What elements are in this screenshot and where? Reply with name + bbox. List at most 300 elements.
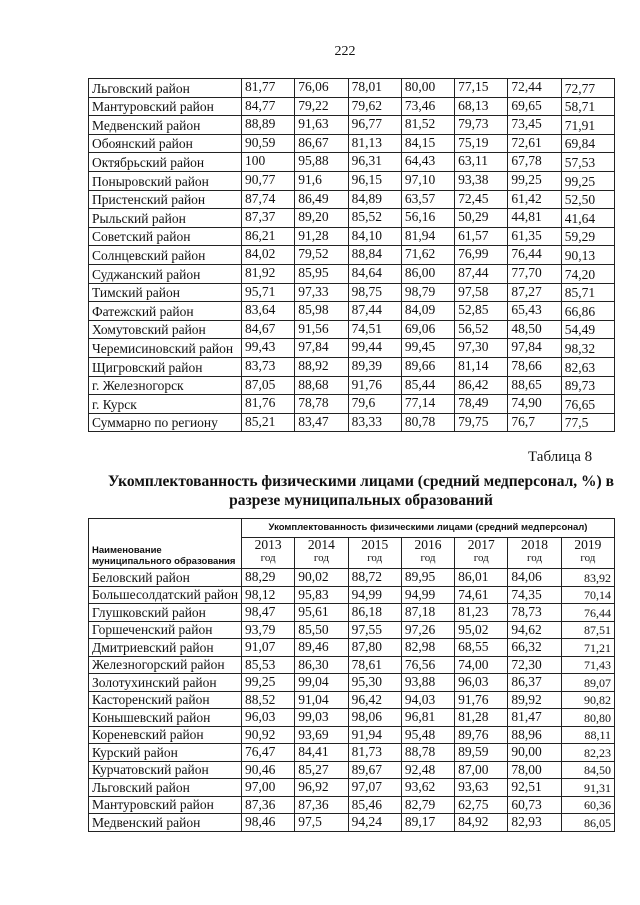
row-name: Поныровский район bbox=[89, 171, 242, 190]
cell-value: 87,00 bbox=[455, 761, 508, 779]
cell-value: 93,38 bbox=[455, 171, 508, 190]
table-row bbox=[89, 357, 615, 376]
cell-value: 48,50 bbox=[508, 320, 561, 339]
cell-value: 81,52 bbox=[401, 116, 454, 135]
cell-value: 77,5 bbox=[561, 413, 614, 432]
cell-value: 90,02 bbox=[295, 569, 348, 587]
cell-value: 76,65 bbox=[561, 395, 614, 414]
table-row bbox=[89, 814, 615, 832]
year-label: 2014 bbox=[307, 537, 335, 552]
year-unit: год bbox=[367, 552, 383, 564]
row-name: Медвенский район bbox=[89, 116, 242, 135]
cell-value: 94,99 bbox=[401, 586, 454, 604]
row-name: Рыльский район bbox=[89, 209, 242, 228]
cell-value: 97,58 bbox=[455, 283, 508, 302]
row-name: Солнцевский район bbox=[89, 246, 242, 265]
cell-value: 81,23 bbox=[455, 604, 508, 622]
cell-value: 87,36 bbox=[242, 796, 295, 814]
row-name: Курчатовский район bbox=[89, 761, 242, 779]
cell-value: 72,61 bbox=[508, 134, 561, 153]
cell-value: 89,59 bbox=[455, 744, 508, 762]
cell-value: 56,52 bbox=[455, 320, 508, 339]
row-name: Льговский район bbox=[89, 779, 242, 797]
cell-value: 88,92 bbox=[295, 357, 348, 376]
cell-value: 94,24 bbox=[348, 814, 401, 832]
cell-value: 78,73 bbox=[508, 604, 561, 622]
year-label: 2016 bbox=[414, 537, 442, 552]
cell-value: 81,73 bbox=[348, 744, 401, 762]
cell-value: 97,07 bbox=[348, 779, 401, 797]
cell-value: 80,00 bbox=[401, 79, 454, 98]
cell-value: 83,47 bbox=[295, 413, 348, 432]
cell-value: 67,78 bbox=[508, 153, 561, 172]
cell-value: 74,35 bbox=[508, 586, 561, 604]
cell-value: 86,00 bbox=[401, 264, 454, 283]
table-row bbox=[89, 171, 615, 190]
cell-value: 100 bbox=[242, 153, 295, 172]
cell-value: 77,14 bbox=[401, 395, 454, 414]
cell-value: 66,32 bbox=[508, 639, 561, 657]
cell-value: 97,84 bbox=[295, 339, 348, 358]
table-row bbox=[89, 779, 615, 797]
column-header-year bbox=[561, 538, 614, 569]
year-unit: год bbox=[580, 552, 596, 564]
cell-value: 91,56 bbox=[295, 320, 348, 339]
table-row bbox=[89, 153, 615, 172]
cell-value: 81,13 bbox=[348, 134, 401, 153]
table-row bbox=[89, 283, 615, 302]
cell-value: 86,18 bbox=[348, 604, 401, 622]
cell-value: 97,33 bbox=[295, 283, 348, 302]
cell-value: 96,77 bbox=[348, 116, 401, 135]
cell-value: 52,50 bbox=[561, 190, 614, 209]
cell-value: 89,76 bbox=[455, 726, 508, 744]
cell-value: 96,03 bbox=[242, 709, 295, 727]
cell-value: 91,07 bbox=[242, 639, 295, 657]
cell-value: 84,92 bbox=[455, 814, 508, 832]
column-header-year bbox=[401, 538, 454, 569]
cell-value: 79,73 bbox=[455, 116, 508, 135]
cell-value: 90,46 bbox=[242, 761, 295, 779]
cell-value: 81,76 bbox=[242, 395, 295, 414]
cell-value: 95,71 bbox=[242, 283, 295, 302]
cell-value: 98,46 bbox=[242, 814, 295, 832]
cell-value: 74,61 bbox=[455, 586, 508, 604]
row-name: Горшеченский район bbox=[89, 621, 242, 639]
cell-value: 88,65 bbox=[508, 376, 561, 395]
cell-value: 79,6 bbox=[348, 395, 401, 414]
cell-value: 97,26 bbox=[401, 621, 454, 639]
cell-value: 76,7 bbox=[508, 413, 561, 432]
cell-value: 76,06 bbox=[295, 79, 348, 98]
cell-value: 96,42 bbox=[348, 691, 401, 709]
cell-value: 94,62 bbox=[508, 621, 561, 639]
cell-value: 69,84 bbox=[561, 134, 614, 153]
cell-value: 52,85 bbox=[455, 302, 508, 321]
cell-value: 89,67 bbox=[348, 761, 401, 779]
cell-value: 71,62 bbox=[401, 246, 454, 265]
page-number: 222 bbox=[334, 44, 356, 59]
table-row bbox=[89, 134, 615, 153]
table-row bbox=[89, 639, 615, 657]
cell-value: 96,81 bbox=[401, 709, 454, 727]
cell-value: 88,89 bbox=[242, 116, 295, 135]
cell-value: 89,17 bbox=[401, 814, 454, 832]
cell-value: 73,45 bbox=[508, 116, 561, 135]
cell-value: 91,31 bbox=[561, 779, 614, 797]
cell-value: 79,52 bbox=[295, 246, 348, 265]
row-name: Мантуровский район bbox=[89, 796, 242, 814]
cell-value: 88,11 bbox=[561, 726, 614, 744]
cell-value: 75,19 bbox=[455, 134, 508, 153]
cell-value: 74,51 bbox=[348, 320, 401, 339]
cell-value: 94,03 bbox=[401, 691, 454, 709]
cell-value: 88,78 bbox=[401, 744, 454, 762]
year-label: 2015 bbox=[361, 537, 389, 552]
table-row bbox=[89, 395, 615, 414]
cell-value: 85,95 bbox=[295, 264, 348, 283]
cell-value: 74,90 bbox=[508, 395, 561, 414]
cell-value: 90,13 bbox=[561, 246, 614, 265]
cell-value: 80,80 bbox=[561, 709, 614, 727]
cell-value: 98,12 bbox=[242, 586, 295, 604]
row-name: Беловский район bbox=[89, 569, 242, 587]
cell-value: 86,67 bbox=[295, 134, 348, 153]
year-label: 2013 bbox=[254, 537, 282, 552]
cell-value: 93,63 bbox=[455, 779, 508, 797]
table-row bbox=[89, 586, 615, 604]
row-name: Тимский район bbox=[89, 283, 242, 302]
year-unit: год bbox=[473, 552, 489, 564]
cell-value: 91,94 bbox=[348, 726, 401, 744]
table-row bbox=[89, 320, 615, 339]
cell-value: 87,36 bbox=[295, 796, 348, 814]
cell-value: 71,43 bbox=[561, 656, 614, 674]
cell-value: 89,73 bbox=[561, 376, 614, 395]
cell-value: 87,05 bbox=[242, 376, 295, 395]
cell-value: 82,23 bbox=[561, 744, 614, 762]
cell-value: 95,48 bbox=[401, 726, 454, 744]
year-unit: год bbox=[527, 552, 543, 564]
cell-value: 65,43 bbox=[508, 302, 561, 321]
cell-value: 86,42 bbox=[455, 376, 508, 395]
cell-value: 83,64 bbox=[242, 302, 295, 321]
cell-value: 56,16 bbox=[401, 209, 454, 228]
cell-value: 85,27 bbox=[295, 761, 348, 779]
cell-value: 87,80 bbox=[348, 639, 401, 657]
cell-value: 88,84 bbox=[348, 246, 401, 265]
cell-value: 91,04 bbox=[295, 691, 348, 709]
cell-value: 81,14 bbox=[455, 357, 508, 376]
row-name: Суммарно по региону bbox=[89, 413, 242, 432]
cell-value: 82,93 bbox=[508, 814, 561, 832]
cell-value: 84,50 bbox=[561, 761, 614, 779]
table-row bbox=[89, 726, 615, 744]
cell-value: 99,25 bbox=[561, 171, 614, 190]
cell-value: 98,79 bbox=[401, 283, 454, 302]
cell-value: 77,70 bbox=[508, 264, 561, 283]
cell-value: 85,71 bbox=[561, 283, 614, 302]
cell-value: 73,46 bbox=[401, 97, 454, 116]
cell-value: 63,57 bbox=[401, 190, 454, 209]
cell-value: 90,59 bbox=[242, 134, 295, 153]
cell-value: 87,18 bbox=[401, 604, 454, 622]
cell-value: 85,52 bbox=[348, 209, 401, 228]
cell-value: 78,66 bbox=[508, 357, 561, 376]
cell-value: 44,81 bbox=[508, 209, 561, 228]
cell-value: 70,14 bbox=[561, 586, 614, 604]
cell-value: 89,07 bbox=[561, 674, 614, 692]
row-name: Касторенский район bbox=[89, 691, 242, 709]
table-row bbox=[89, 209, 615, 228]
cell-value: 85,44 bbox=[401, 376, 454, 395]
cell-value: 61,42 bbox=[508, 190, 561, 209]
cell-value: 76,44 bbox=[508, 246, 561, 265]
cell-value: 62,75 bbox=[455, 796, 508, 814]
cell-value: 60,73 bbox=[508, 796, 561, 814]
cell-value: 85,21 bbox=[242, 413, 295, 432]
cell-value: 79,62 bbox=[348, 97, 401, 116]
row-name: Пристенский район bbox=[89, 190, 242, 209]
cell-value: 76,56 bbox=[401, 656, 454, 674]
table-label: Таблица 8 bbox=[528, 449, 593, 465]
cell-value: 82,98 bbox=[401, 639, 454, 657]
cell-value: 88,29 bbox=[242, 569, 295, 587]
cell-value: 93,69 bbox=[295, 726, 348, 744]
cell-value: 85,98 bbox=[295, 302, 348, 321]
cell-value: 61,35 bbox=[508, 227, 561, 246]
cell-value: 84,15 bbox=[401, 134, 454, 153]
column-group-header: Укомплектованность физическими лицами (средний медперсонал) bbox=[242, 519, 615, 538]
row-name: Фатежский район bbox=[89, 302, 242, 321]
cell-value: 95,30 bbox=[348, 674, 401, 692]
cell-value: 91,63 bbox=[295, 116, 348, 135]
cell-value: 74,00 bbox=[455, 656, 508, 674]
cell-value: 66,86 bbox=[561, 302, 614, 321]
cell-value: 71,21 bbox=[561, 639, 614, 657]
cell-value: 60,36 bbox=[561, 796, 614, 814]
cell-value: 85,53 bbox=[242, 656, 295, 674]
cell-value: 98,32 bbox=[561, 339, 614, 358]
cell-value: 76,99 bbox=[455, 246, 508, 265]
cell-value: 89,46 bbox=[295, 639, 348, 657]
cell-value: 84,02 bbox=[242, 246, 295, 265]
cell-value: 99,43 bbox=[242, 339, 295, 358]
table-row bbox=[89, 79, 615, 98]
table-row bbox=[89, 569, 615, 587]
table-row bbox=[89, 376, 615, 395]
cell-value: 84,64 bbox=[348, 264, 401, 283]
cell-value: 99,03 bbox=[295, 709, 348, 727]
cell-value: 99,44 bbox=[348, 339, 401, 358]
row-name: Золотухинский район bbox=[89, 674, 242, 692]
cell-value: 82,79 bbox=[401, 796, 454, 814]
year-unit: год bbox=[260, 552, 276, 564]
cell-value: 84,77 bbox=[242, 97, 295, 116]
cell-value: 64,43 bbox=[401, 153, 454, 172]
cell-value: 81,47 bbox=[508, 709, 561, 727]
row-name: Дмитриевский район bbox=[89, 639, 242, 657]
cell-value: 83,33 bbox=[348, 413, 401, 432]
table-row bbox=[89, 97, 615, 116]
cell-value: 72,77 bbox=[561, 79, 614, 98]
cell-value: 87,44 bbox=[348, 302, 401, 321]
table-row bbox=[89, 656, 615, 674]
row-name: Медвенский район bbox=[89, 814, 242, 832]
table-row bbox=[89, 621, 615, 639]
year-unit: год bbox=[420, 552, 436, 564]
row-name: Глушковский район bbox=[89, 604, 242, 622]
cell-value: 78,78 bbox=[295, 395, 348, 414]
cell-value: 98,47 bbox=[242, 604, 295, 622]
cell-value: 76,47 bbox=[242, 744, 295, 762]
cell-value: 50,29 bbox=[455, 209, 508, 228]
cell-value: 87,37 bbox=[242, 209, 295, 228]
cell-value: 83,92 bbox=[561, 569, 614, 587]
cell-value: 86,05 bbox=[561, 814, 614, 832]
cell-value: 88,68 bbox=[295, 376, 348, 395]
cell-value: 95,88 bbox=[295, 153, 348, 172]
cell-value: 98,06 bbox=[348, 709, 401, 727]
cell-value: 81,94 bbox=[401, 227, 454, 246]
cell-value: 91,76 bbox=[348, 376, 401, 395]
cell-value: 97,5 bbox=[295, 814, 348, 832]
cell-value: 93,88 bbox=[401, 674, 454, 692]
row-name: Курский район bbox=[89, 744, 242, 762]
cell-value: 90,92 bbox=[242, 726, 295, 744]
cell-value: 63,11 bbox=[455, 153, 508, 172]
cell-value: 86,01 bbox=[455, 569, 508, 587]
year-label: 2019 bbox=[574, 537, 602, 552]
cell-value: 79,75 bbox=[455, 413, 508, 432]
cell-value: 88,96 bbox=[508, 726, 561, 744]
column-header-name: Наименование муниципального образования bbox=[89, 519, 242, 569]
cell-value: 98,75 bbox=[348, 283, 401, 302]
row-name: Льговский район bbox=[89, 79, 242, 98]
table-row bbox=[89, 604, 615, 622]
cell-value: 72,30 bbox=[508, 656, 561, 674]
cell-value: 58,71 bbox=[561, 97, 614, 116]
row-name: Конышевский район bbox=[89, 709, 242, 727]
table-7-continued bbox=[88, 78, 615, 432]
cell-value: 78,49 bbox=[455, 395, 508, 414]
cell-value: 97,55 bbox=[348, 621, 401, 639]
cell-value: 82,63 bbox=[561, 357, 614, 376]
table-row bbox=[89, 761, 615, 779]
cell-value: 97,84 bbox=[508, 339, 561, 358]
cell-value: 59,29 bbox=[561, 227, 614, 246]
cell-value: 99,25 bbox=[508, 171, 561, 190]
cell-value: 84,67 bbox=[242, 320, 295, 339]
cell-value: 89,95 bbox=[401, 569, 454, 587]
cell-value: 85,46 bbox=[348, 796, 401, 814]
cell-value: 97,00 bbox=[242, 779, 295, 797]
cell-value: 72,44 bbox=[508, 79, 561, 98]
cell-value: 88,52 bbox=[242, 691, 295, 709]
cell-value: 99,25 bbox=[242, 674, 295, 692]
cell-value: 69,06 bbox=[401, 320, 454, 339]
cell-value: 89,20 bbox=[295, 209, 348, 228]
cell-value: 96,03 bbox=[455, 674, 508, 692]
cell-value: 91,6 bbox=[295, 171, 348, 190]
cell-value: 74,20 bbox=[561, 264, 614, 283]
table-row bbox=[89, 116, 615, 135]
cell-value: 68,55 bbox=[455, 639, 508, 657]
year-unit: год bbox=[313, 552, 329, 564]
table-row bbox=[89, 744, 615, 762]
row-name: Октябрьский район bbox=[89, 153, 242, 172]
cell-value: 41,64 bbox=[561, 209, 614, 228]
row-name: Обоянский район bbox=[89, 134, 242, 153]
cell-value: 91,76 bbox=[455, 691, 508, 709]
row-name: Хомутовский район bbox=[89, 320, 242, 339]
cell-value: 99,45 bbox=[401, 339, 454, 358]
cell-value: 96,31 bbox=[348, 153, 401, 172]
cell-value: 90,77 bbox=[242, 171, 295, 190]
cell-value: 87,44 bbox=[455, 264, 508, 283]
row-name: Большесолдатский район bbox=[89, 586, 242, 604]
cell-value: 84,10 bbox=[348, 227, 401, 246]
cell-value: 57,53 bbox=[561, 153, 614, 172]
cell-value: 90,00 bbox=[508, 744, 561, 762]
cell-value: 95,02 bbox=[455, 621, 508, 639]
cell-value: 85,50 bbox=[295, 621, 348, 639]
cell-value: 83,73 bbox=[242, 357, 295, 376]
cell-value: 79,22 bbox=[295, 97, 348, 116]
cell-value: 72,45 bbox=[455, 190, 508, 209]
cell-value: 71,91 bbox=[561, 116, 614, 135]
cell-value: 93,79 bbox=[242, 621, 295, 639]
column-header-year bbox=[348, 538, 401, 569]
column-header-year bbox=[295, 538, 348, 569]
cell-value: 78,00 bbox=[508, 761, 561, 779]
row-name: Щигровский район bbox=[89, 357, 242, 376]
cell-value: 89,66 bbox=[401, 357, 454, 376]
cell-value: 95,83 bbox=[295, 586, 348, 604]
row-name: Советский район bbox=[89, 227, 242, 246]
row-name: Черемисиновский район bbox=[89, 339, 242, 358]
cell-value: 84,06 bbox=[508, 569, 561, 587]
table-row bbox=[89, 674, 615, 692]
table-row bbox=[89, 302, 615, 321]
row-name: Кореневский район bbox=[89, 726, 242, 744]
table-row bbox=[89, 190, 615, 209]
cell-value: 91,28 bbox=[295, 227, 348, 246]
year-label: 2018 bbox=[521, 537, 549, 552]
table-row bbox=[89, 339, 615, 358]
cell-value: 61,57 bbox=[455, 227, 508, 246]
cell-value: 95,61 bbox=[295, 604, 348, 622]
cell-value: 92,48 bbox=[401, 761, 454, 779]
cell-value: 89,92 bbox=[508, 691, 561, 709]
cell-value: 90,82 bbox=[561, 691, 614, 709]
cell-value: 68,13 bbox=[455, 97, 508, 116]
table-8 bbox=[88, 518, 615, 832]
cell-value: 81,77 bbox=[242, 79, 295, 98]
cell-value: 76,44 bbox=[561, 604, 614, 622]
table-row bbox=[89, 709, 615, 727]
cell-value: 97,30 bbox=[455, 339, 508, 358]
table-row bbox=[89, 796, 615, 814]
cell-value: 81,28 bbox=[455, 709, 508, 727]
cell-value: 78,61 bbox=[348, 656, 401, 674]
cell-value: 77,15 bbox=[455, 79, 508, 98]
cell-value: 96,92 bbox=[295, 779, 348, 797]
cell-value: 80,78 bbox=[401, 413, 454, 432]
row-name: г. Курск bbox=[89, 395, 242, 414]
cell-value: 86,30 bbox=[295, 656, 348, 674]
cell-value: 84,41 bbox=[295, 744, 348, 762]
